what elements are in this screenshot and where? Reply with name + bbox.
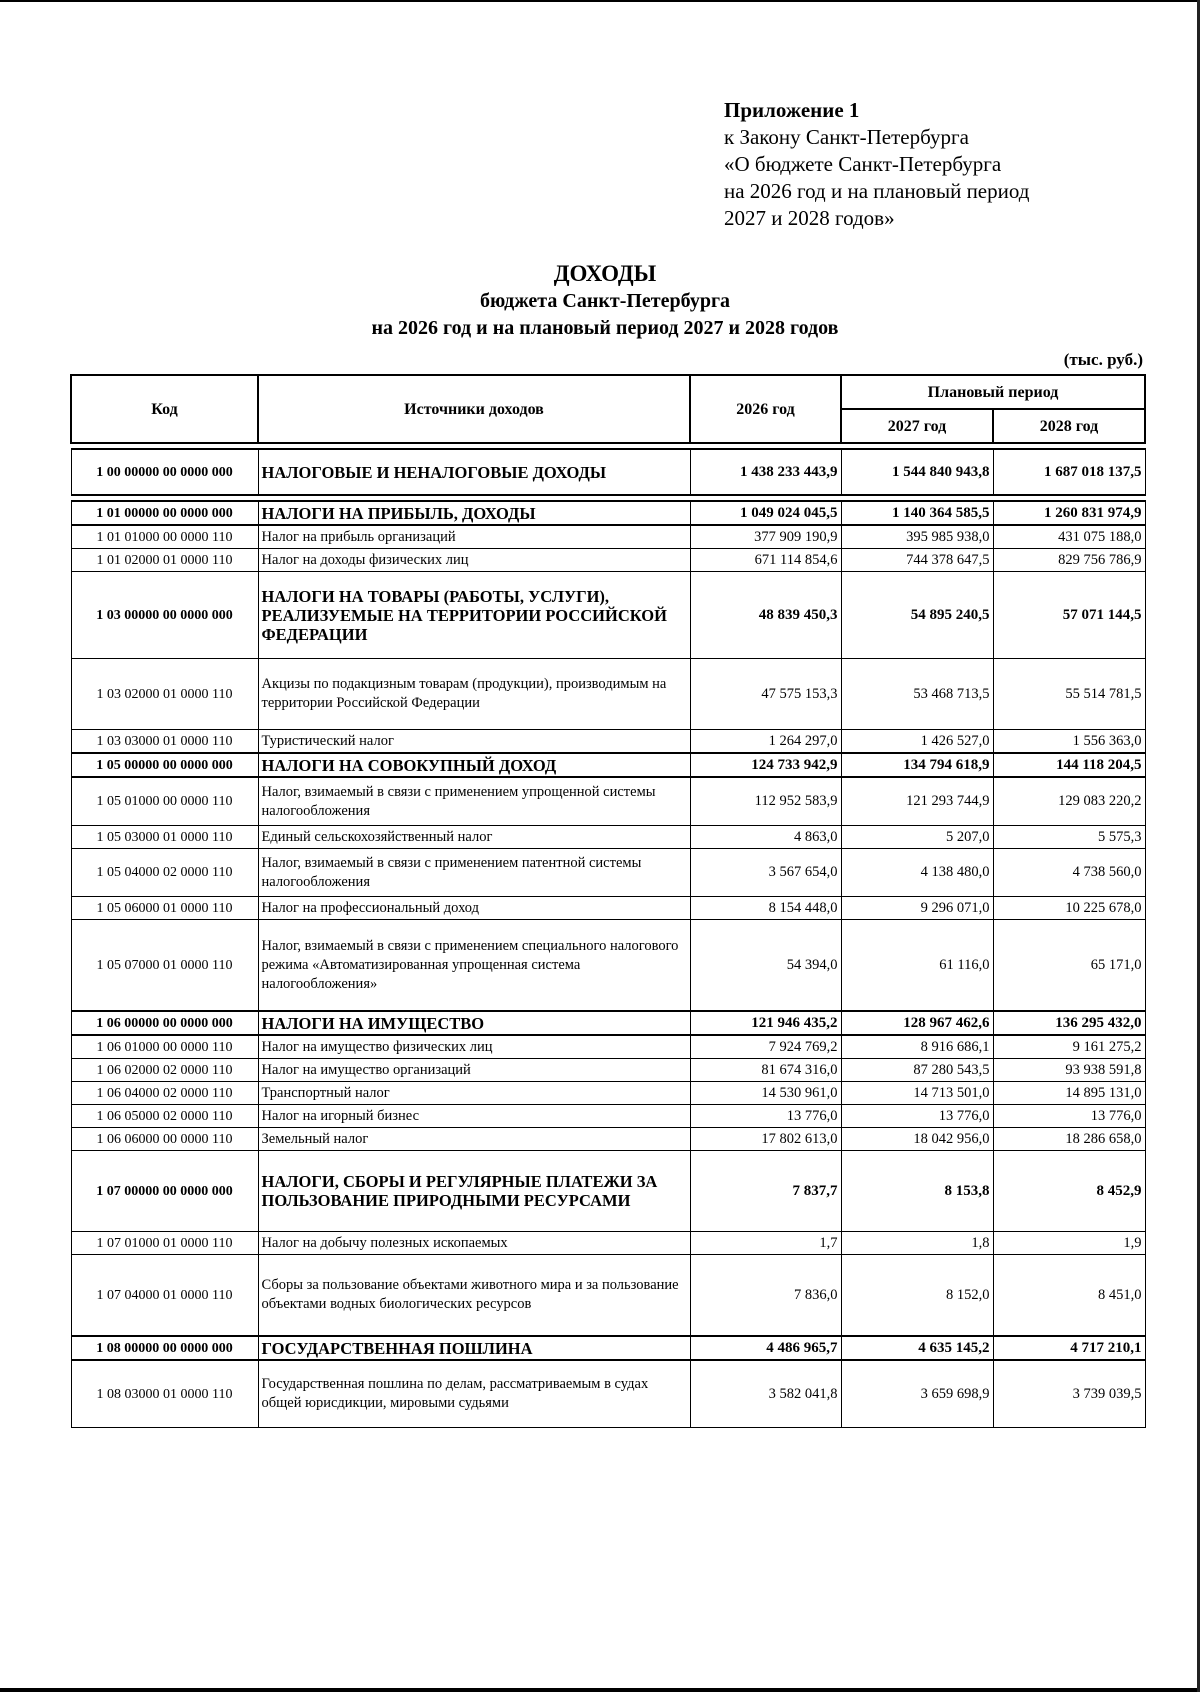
revenue-table (70, 374, 1146, 1428)
row-value-2028: 5 575,3 (993, 826, 1145, 849)
row-name: Транспортный налог (258, 1082, 690, 1105)
row-name: Акцизы по подакцизным товарам (продукции), производимым на территории Российской Федерации (258, 659, 690, 730)
row-value-2027: 1,8 (841, 1232, 993, 1255)
table-row (71, 920, 1145, 1012)
row-value-2027: 8 152,0 (841, 1255, 993, 1337)
row-value-2027: 4 635 145,2 (841, 1336, 993, 1360)
header-code: Код (71, 375, 258, 443)
row-value-2026: 3 567 654,0 (690, 849, 841, 897)
row-code: 1 01 00000 00 0000 000 (71, 501, 258, 525)
row-code: 1 05 04000 02 0000 110 (71, 849, 258, 897)
row-value-2028: 57 071 144,5 (993, 572, 1145, 659)
row-value-2026: 13 776,0 (690, 1105, 841, 1128)
row-value-2027: 121 293 744,9 (841, 777, 993, 826)
row-value-2026: 124 733 942,9 (690, 753, 841, 777)
row-value-2028: 3 739 039,5 (993, 1360, 1145, 1428)
table-row (71, 449, 1145, 495)
row-value-2026: 17 802 613,0 (690, 1128, 841, 1151)
row-value-2027: 8 916 686,1 (841, 1035, 993, 1059)
appendix-title: Приложение 1 (724, 98, 860, 122)
row-name: Единый сельскохозяйственный налог (258, 826, 690, 849)
row-code: 1 03 00000 00 0000 000 (71, 572, 258, 659)
row-value-2027: 3 659 698,9 (841, 1360, 993, 1428)
header-2028: 2028 год (993, 409, 1145, 443)
row-value-2027: 395 985 938,0 (841, 525, 993, 549)
appendix-note (724, 97, 1029, 232)
row-name: Налог на доходы физических лиц (258, 549, 690, 572)
row-code: 1 08 03000 01 0000 110 (71, 1360, 258, 1428)
row-value-2027: 128 967 462,6 (841, 1011, 993, 1035)
row-value-2027: 13 776,0 (841, 1105, 993, 1128)
row-name: Государственная пошлина по делам, рассматриваемым в судах общей юрисдикции, мировыми судьями (258, 1360, 690, 1428)
row-value-2027: 61 116,0 (841, 920, 993, 1012)
table-row (71, 1360, 1145, 1428)
row-value-2028: 93 938 591,8 (993, 1059, 1145, 1082)
header-2026: 2026 год (690, 375, 841, 443)
table-row (71, 1059, 1145, 1082)
row-value-2028: 13 776,0 (993, 1105, 1145, 1128)
table-row (71, 753, 1145, 777)
row-value-2026: 7 924 769,2 (690, 1035, 841, 1059)
row-value-2026: 8 154 448,0 (690, 897, 841, 920)
appendix-line: 2027 и 2028 годов» (724, 206, 895, 230)
row-value-2028: 8 451,0 (993, 1255, 1145, 1337)
table-row (71, 1151, 1145, 1232)
row-name: НАЛОГИ НА ПРИБЫЛЬ, ДОХОДЫ (258, 501, 690, 525)
row-code: 1 05 07000 01 0000 110 (71, 920, 258, 1012)
row-code: 1 06 05000 02 0000 110 (71, 1105, 258, 1128)
row-value-2028: 129 083 220,2 (993, 777, 1145, 826)
row-value-2028: 829 756 786,9 (993, 549, 1145, 572)
table-row (71, 549, 1145, 572)
row-code: 1 06 00000 00 0000 000 (71, 1011, 258, 1035)
table-row (71, 1232, 1145, 1255)
row-value-2026: 1,7 (690, 1232, 841, 1255)
row-value-2027: 134 794 618,9 (841, 753, 993, 777)
row-name: НАЛОГИ НА ТОВАРЫ (РАБОТЫ, УСЛУГИ), РЕАЛИЗУЕМЫЕ НА ТЕРРИТОРИИ РОССИЙСКОЙ ФЕДЕРАЦИИ (258, 572, 690, 659)
row-name: Налог на игорный бизнес (258, 1105, 690, 1128)
appendix-line: на 2026 год и на плановый период (724, 179, 1030, 203)
units-label: (тыс. руб.) (1063, 350, 1143, 369)
row-code: 1 06 02000 02 0000 110 (71, 1059, 258, 1082)
row-name: Налог на профессиональный доход (258, 897, 690, 920)
document-subtitle: бюджета Санкт-Петербурга (479, 290, 731, 312)
row-value-2026: 377 909 190,9 (690, 525, 841, 549)
row-name: Налог на имущество физических лиц (258, 1035, 690, 1059)
row-name: ГОСУДАРСТВЕННАЯ ПОШЛИНА (258, 1336, 690, 1360)
table-row (71, 1082, 1145, 1105)
row-value-2028: 1 260 831 974,9 (993, 501, 1145, 525)
table-row (71, 1105, 1145, 1128)
table-row (71, 572, 1145, 659)
row-value-2026: 54 394,0 (690, 920, 841, 1012)
table-row (71, 1336, 1145, 1360)
row-value-2027: 4 138 480,0 (841, 849, 993, 897)
header-source: Источники доходов (258, 375, 690, 443)
row-code: 1 03 03000 01 0000 110 (71, 730, 258, 754)
row-value-2027: 9 296 071,0 (841, 897, 993, 920)
row-value-2026: 7 837,7 (690, 1151, 841, 1232)
row-value-2028: 4 738 560,0 (993, 849, 1145, 897)
row-value-2026: 48 839 450,3 (690, 572, 841, 659)
row-code: 1 05 06000 01 0000 110 (71, 897, 258, 920)
row-value-2027: 1 426 527,0 (841, 730, 993, 754)
row-name: Налог на имущество организаций (258, 1059, 690, 1082)
row-code: 1 07 00000 00 0000 000 (71, 1151, 258, 1232)
table-row (71, 525, 1145, 549)
row-name: Налог на прибыль организаций (258, 525, 690, 549)
row-value-2027: 1 140 364 585,5 (841, 501, 993, 525)
table-row (71, 1011, 1145, 1035)
row-code: 1 05 01000 00 0000 110 (71, 777, 258, 826)
table-row (71, 1035, 1145, 1059)
row-code: 1 05 03000 01 0000 110 (71, 826, 258, 849)
row-value-2026: 14 530 961,0 (690, 1082, 841, 1105)
row-code: 1 06 04000 02 0000 110 (71, 1082, 258, 1105)
row-value-2027: 5 207,0 (841, 826, 993, 849)
row-name: Налог, взимаемый в связи с применением упрощенной системы налогообложения (258, 777, 690, 826)
row-name: Сборы за пользование объектами животного мира и за пользование объектами водных биологических ресурсов (258, 1255, 690, 1337)
row-value-2026: 3 582 041,8 (690, 1360, 841, 1428)
row-name: НАЛОГОВЫЕ И НЕНАЛОГОВЫЕ ДОХОДЫ (258, 449, 690, 495)
table-row (71, 730, 1145, 754)
table-row (71, 1255, 1145, 1337)
row-name: Налог, взимаемый в связи с применением специального налогового режима «Автоматизированная упрощенная система налогообложения» (258, 920, 690, 1012)
row-code: 1 08 00000 00 0000 000 (71, 1336, 258, 1360)
row-value-2026: 112 952 583,9 (690, 777, 841, 826)
row-value-2028: 10 225 678,0 (993, 897, 1145, 920)
table-row (71, 849, 1145, 897)
row-value-2028: 4 717 210,1 (993, 1336, 1145, 1360)
row-value-2027: 53 468 713,5 (841, 659, 993, 730)
row-name: Земельный налог (258, 1128, 690, 1151)
row-value-2028: 144 118 204,5 (993, 753, 1145, 777)
row-value-2026: 47 575 153,3 (690, 659, 841, 730)
scan-edge-top (0, 0, 1200, 2)
row-name: НАЛОГИ НА ИМУЩЕСТВО (258, 1011, 690, 1035)
header-2027: 2027 год (841, 409, 993, 443)
row-code: 1 01 01000 00 0000 110 (71, 525, 258, 549)
appendix-line: к Закону Санкт-Петербурга (724, 125, 969, 149)
row-value-2026: 4 863,0 (690, 826, 841, 849)
row-code: 1 03 02000 01 0000 110 (71, 659, 258, 730)
table-row (71, 501, 1145, 525)
row-name: Туристический налог (258, 730, 690, 754)
row-value-2026: 671 114 854,6 (690, 549, 841, 572)
document-period: на 2026 год и на плановый период 2027 и 2028 годов (371, 317, 839, 339)
row-code: 1 05 00000 00 0000 000 (71, 753, 258, 777)
row-value-2027: 744 378 647,5 (841, 549, 993, 572)
document-title: ДОХОДЫ (553, 261, 657, 286)
row-value-2027: 8 153,8 (841, 1151, 993, 1232)
row-name: НАЛОГИ, СБОРЫ И РЕГУЛЯРНЫЕ ПЛАТЕЖИ ЗА ПОЛЬЗОВАНИЕ ПРИРОДНЫМИ РЕСУРСАМИ (258, 1151, 690, 1232)
row-value-2028: 9 161 275,2 (993, 1035, 1145, 1059)
row-value-2027: 14 713 501,0 (841, 1082, 993, 1105)
row-name: Налог на добычу полезных ископаемых (258, 1232, 690, 1255)
header-planned-period: Плановый период (841, 375, 1145, 409)
row-value-2026: 7 836,0 (690, 1255, 841, 1337)
row-value-2027: 18 042 956,0 (841, 1128, 993, 1151)
row-value-2028: 55 514 781,5 (993, 659, 1145, 730)
appendix-line: «О бюджете Санкт-Петербурга (724, 152, 1002, 176)
row-value-2027: 54 895 240,5 (841, 572, 993, 659)
document-heading (60, 260, 1150, 342)
row-value-2026: 121 946 435,2 (690, 1011, 841, 1035)
table-row (71, 826, 1145, 849)
row-value-2028: 136 295 432,0 (993, 1011, 1145, 1035)
row-value-2028: 18 286 658,0 (993, 1128, 1145, 1151)
row-value-2028: 8 452,9 (993, 1151, 1145, 1232)
row-code: 1 00 00000 00 0000 000 (71, 449, 258, 495)
row-value-2026: 81 674 316,0 (690, 1059, 841, 1082)
row-value-2028: 14 895 131,0 (993, 1082, 1145, 1105)
table-row (71, 1128, 1145, 1151)
row-value-2028: 1,9 (993, 1232, 1145, 1255)
row-value-2028: 431 075 188,0 (993, 525, 1145, 549)
row-value-2026: 4 486 965,7 (690, 1336, 841, 1360)
row-value-2028: 1 556 363,0 (993, 730, 1145, 754)
row-value-2027: 87 280 543,5 (841, 1059, 993, 1082)
row-name: Налог, взимаемый в связи с применением патентной системы налогообложения (258, 849, 690, 897)
row-value-2026: 1 264 297,0 (690, 730, 841, 754)
row-name: НАЛОГИ НА СОВОКУПНЫЙ ДОХОД (258, 753, 690, 777)
table-row (71, 777, 1145, 826)
row-code: 1 07 01000 01 0000 110 (71, 1232, 258, 1255)
scan-edge-bottom (0, 1688, 1200, 1692)
row-code: 1 07 04000 01 0000 110 (71, 1255, 258, 1337)
row-value-2026: 1 438 233 443,9 (690, 449, 841, 495)
table-row (71, 659, 1145, 730)
row-code: 1 06 06000 00 0000 110 (71, 1128, 258, 1151)
row-value-2028: 65 171,0 (993, 920, 1145, 1012)
row-value-2026: 1 049 024 045,5 (690, 501, 841, 525)
row-value-2027: 1 544 840 943,8 (841, 449, 993, 495)
table-row (71, 897, 1145, 920)
row-code: 1 06 01000 00 0000 110 (71, 1035, 258, 1059)
row-value-2028: 1 687 018 137,5 (993, 449, 1145, 495)
row-code: 1 01 02000 01 0000 110 (71, 549, 258, 572)
